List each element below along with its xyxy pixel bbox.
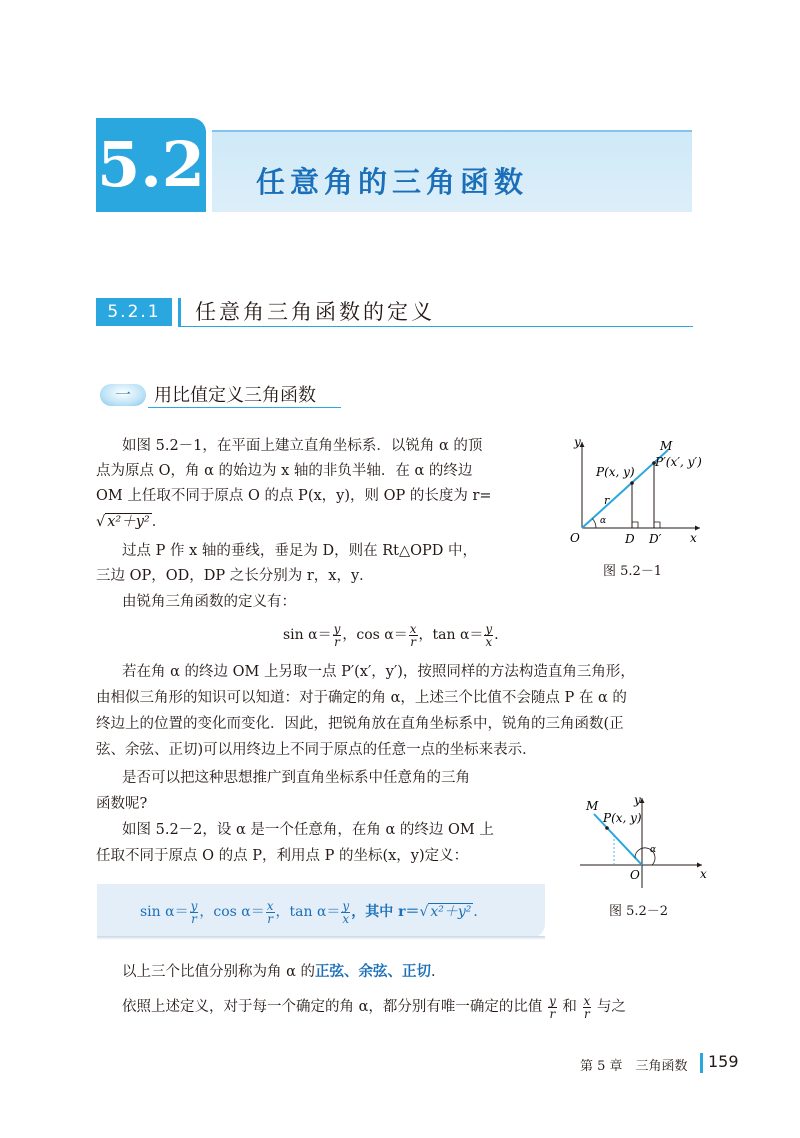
fig1-point-P	[630, 481, 634, 485]
def-tan-label: ，tan α＝	[275, 904, 341, 920]
subsection-title: 任意角三角函数的定义	[195, 300, 435, 324]
part-number: 一	[114, 385, 131, 404]
section-number: 5.2	[97, 128, 205, 201]
fig2-label-alpha: α	[650, 845, 657, 855]
para8	[122, 992, 626, 1022]
para8-frac-yr: $\frac{y}{r}$	[549, 993, 556, 1021]
fig1-label-P2: P′(x′, y′)	[655, 455, 702, 469]
section-title: 任意角的三角函数	[256, 165, 529, 199]
para6-line2: 任取不同于原点 O 的点 P，利用点 P 的坐标(x，y)定义：	[96, 848, 469, 864]
eq-tan-fraction: $\frac{y}{x}$	[485, 621, 493, 649]
fig1-label-y: y	[574, 435, 581, 449]
fig1-label-M: M	[660, 439, 673, 453]
fig1-label-D: D	[625, 532, 635, 546]
fig1-label-alpha: α	[600, 516, 607, 526]
fig2-point-P	[605, 826, 609, 830]
para1-line2: 点为原点 O，角 α 的始边为 x 轴的非负半轴．在 α 的终边	[96, 463, 473, 479]
footer-chapter: 第 5 章 三角函数	[580, 1059, 688, 1074]
fig1-x-arrow-icon	[695, 526, 700, 531]
para4-line3: 终边上的位置的变化而变化．因此，把锐角放在直角坐标系中，锐角的三角函数(正	[96, 716, 624, 732]
fig1-angle-arc	[592, 519, 596, 528]
footer-divider	[700, 1053, 703, 1073]
def-sin-fraction: $\frac{y}{r}$	[190, 898, 198, 926]
para6-line1: 如图 5.2－2，设 α 是一个任意角，在角 α 的终边 OM 上	[122, 822, 494, 838]
definition-box-shadow	[97, 936, 545, 940]
para1-line4: √ x²＋y² ．	[96, 514, 167, 530]
para8-and: 和	[562, 999, 577, 1015]
def-sin-label: sin α＝	[140, 904, 189, 920]
def-sqrt: x²＋y²	[430, 904, 472, 920]
subsection-underline	[178, 326, 693, 327]
para1-sqrt: x²＋y²	[107, 514, 150, 530]
subsection-divider	[178, 298, 181, 326]
para7-terms: 正弦、余弦、正切	[315, 963, 432, 980]
fig1-caption: 图 5.2－1	[603, 564, 663, 579]
subsection-number: 5.2.1	[107, 302, 161, 322]
fig2-label-M: M	[586, 799, 599, 813]
para7-pre: 以上三个比值分别称为角 α 的	[122, 964, 316, 980]
para1-line3: OM 上任取不同于原点 O 的点 P(x，y)，则 OP 的长度为 r=	[96, 488, 492, 504]
para2-line2: 三边 OP，OD，DP 之长分别为 r，x，y．	[96, 568, 374, 584]
fig1-label-r: r	[604, 494, 610, 507]
fig1-label-x: x	[690, 531, 697, 545]
para2-line1: 过点 P 作 x 轴的垂线，垂足为 D，则在 Rt△OPD 中，	[122, 543, 477, 559]
fig2-label-y: y	[634, 793, 641, 807]
para1-line4-end: ．	[151, 514, 167, 530]
fig2-label-O: O	[630, 868, 640, 882]
fig1-label-P: P(x, y)	[596, 465, 635, 479]
fig1-label-D2: D′	[649, 532, 662, 546]
eq-sin-fraction: $\frac{y}{r}$	[333, 621, 341, 649]
fig2-caption: 图 5.2－2	[609, 904, 669, 919]
eq-cos-label: ，cos α＝	[342, 627, 408, 643]
ratio-equations	[283, 620, 508, 650]
fig2-label-P: P(x, y)	[603, 811, 642, 825]
definition-formula: sin α＝ $\frac{y}{r}$ ，cos α＝ $\frac{x}{r}$ ，tan α＝ $\frac{y}{x}$ ，其中 r＝√ x²＋y² ．	[140, 898, 488, 926]
part-title: 用比值定义三角函数	[154, 385, 316, 406]
eq-sin-label: sin α＝	[283, 627, 332, 643]
def-cos-fraction: $\frac{x}{r}$	[266, 898, 274, 926]
para8-pre: 依照上述定义，对于每一个确定的角 α，都分别有唯一确定的比值	[122, 999, 543, 1015]
para5-line2: 函数呢?	[96, 796, 148, 812]
part-underline	[148, 407, 341, 408]
def-tan-fraction: $\frac{y}{x}$	[342, 898, 350, 926]
para7-end: ．	[431, 964, 446, 980]
def-end: ．	[473, 904, 488, 920]
para3-line1: 由锐角三角函数的定义有：	[122, 594, 296, 610]
figure-5-2-2	[580, 790, 720, 890]
para7	[122, 962, 446, 982]
section-band-top-line	[212, 130, 692, 132]
para4-line1: 若在角 α 的终边 OM 上另取一点 P′(x′，y′)，按照同样的方法构造直角三角形，	[122, 664, 635, 680]
eq-tan-label: ，tan α＝	[418, 627, 484, 643]
figure-5-2-1	[560, 430, 720, 552]
para8-post: 与之	[596, 999, 626, 1015]
fig1-right-angle-D	[632, 522, 638, 528]
fig2-label-x: x	[700, 867, 707, 881]
def-cos-label: ，cos α＝	[199, 904, 265, 920]
para4-line4: 弦、余弦、正切)可以用终边上不同于原点的任意一点的坐标来表示．	[96, 742, 537, 758]
def-where: ，其中 r＝	[351, 904, 420, 920]
para8-frac-xr: $\frac{x}{r}$	[583, 993, 591, 1021]
fig1-label-O: O	[570, 531, 580, 545]
fig1-right-angle-D2	[654, 522, 660, 528]
eq-cos-fraction: $\frac{x}{r}$	[409, 621, 417, 649]
eq-end: ．	[494, 627, 509, 643]
page-number: 159	[708, 1052, 739, 1071]
para4-line2: 由相似三角形的知识可以知道：对于确定的角 α，上述三个比值不会随点 P 在 α 的	[96, 690, 627, 706]
para5-line1: 是否可以把这种思想推广到直角坐标系中任意角的三角	[122, 770, 470, 786]
para1-line1: 如图 5.2－1，在平面上建立直角坐标系．以锐角 α 的顶	[122, 438, 483, 454]
